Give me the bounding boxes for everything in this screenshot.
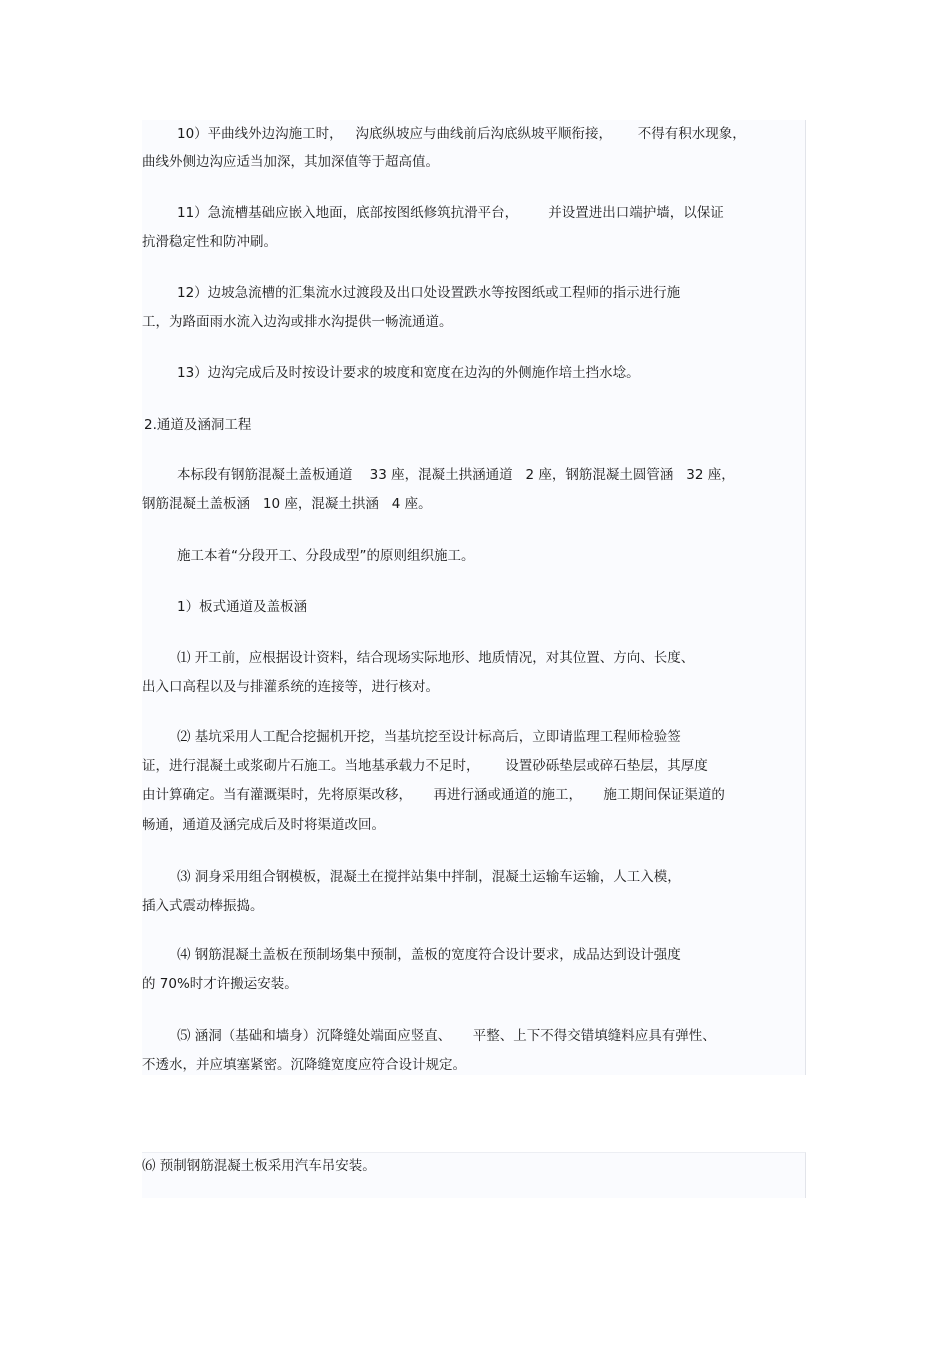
text-line-2: 曲线外侧边沟应适当加深，其加深值等于超高值。 <box>142 154 439 170</box>
text-line-11: 施工本着“分段开工、分段成型”的原则组织施工。 <box>177 548 475 564</box>
text-line-25: ⑹ 预制钢筋混凝土板采用汽车吊安装。 <box>142 1158 376 1174</box>
text-line-1: 10）平曲线外边沟施工时， 沟底纵坡应与曲线前后沟底纵坡平顺衔接， 不得有积水现象， <box>177 126 746 142</box>
text-line-20: 插入式震动棒振捣。 <box>142 898 264 914</box>
text-line-16: 证，进行混凝土或浆砌片石施工。当地基承载力不足时， 设置砂砾垫层或碎石垫层，其厚度 <box>142 758 708 774</box>
text-line-24: 不透水，并应填塞紧密。沉降缝宽度应符合设计规定。 <box>142 1057 466 1073</box>
text-line-15: ⑵ 基坑采用人工配合挖掘机开挖，当基坑挖至设计标高后，立即请监理工程师检验签 <box>177 729 681 745</box>
text-line-17: 由计算确定。当有灌溉渠时，先将原渠改移， 再进行涵或通道的施工， 施工期间保证渠道的 <box>142 787 725 803</box>
section-heading: 2.通道及涵洞工程 <box>144 417 252 433</box>
text-line-21: ⑷ 钢筋混凝土盖板在预制场集中预制，盖板的宽度符合设计要求，成品达到设计强度 <box>177 947 681 963</box>
text-line-18: 畅通，通道及涵完成后及时将渠道改回。 <box>142 817 385 833</box>
text-line-13: ⑴ 开工前，应根据设计资料，结合现场实际地形、地质情况，对其位置、方向、长度、 <box>177 650 695 666</box>
text-line-6: 工，为路面雨水流入边沟或排水沟提供一畅流通道。 <box>142 314 453 330</box>
text-line-19: ⑶ 洞身采用组合钢模板，混凝土在搅拌站集中拌制，混凝土运输车运输，人工入模， <box>177 869 681 885</box>
text-line-3: 11）急流槽基础应嵌入地面，底部按图纸修筑抗滑平台， 并设置进出口端护墙，以保证 <box>177 205 724 221</box>
text-line-22: 的 70%时才许搬运安装。 <box>142 976 298 992</box>
text-line-9: 本标段有钢筋混凝土盖板通道 33 座，混凝土拱涵通道 2 座，钢筋混凝土圆管涵 32 座， <box>177 467 735 483</box>
text-line-4: 抗滑稳定性和防冲刷。 <box>142 234 277 250</box>
text-line-23: ⑸ 涵洞（基础和墙身）沉降缝处端面应竖直、 平整、上下不得交错填缝料应具有弹性、 <box>177 1028 716 1044</box>
text-line-14: 出入口高程以及与排灌系统的连接等，进行核对。 <box>142 679 439 695</box>
text-line-10: 钢筋混凝土盖板涵 10 座，混凝土拱涵 4 座。 <box>142 496 432 512</box>
text-line-5: 12）边坡急流槽的汇集流水过渡段及出口处设置跌水等按图纸或工程师的指示进行施 <box>177 285 681 301</box>
subsection-heading: 1）板式通道及盖板涵 <box>177 599 308 615</box>
text-line-7: 13）边沟完成后及时按设计要求的坡度和宽度在边沟的外侧施作培土挡水埝。 <box>177 365 640 381</box>
